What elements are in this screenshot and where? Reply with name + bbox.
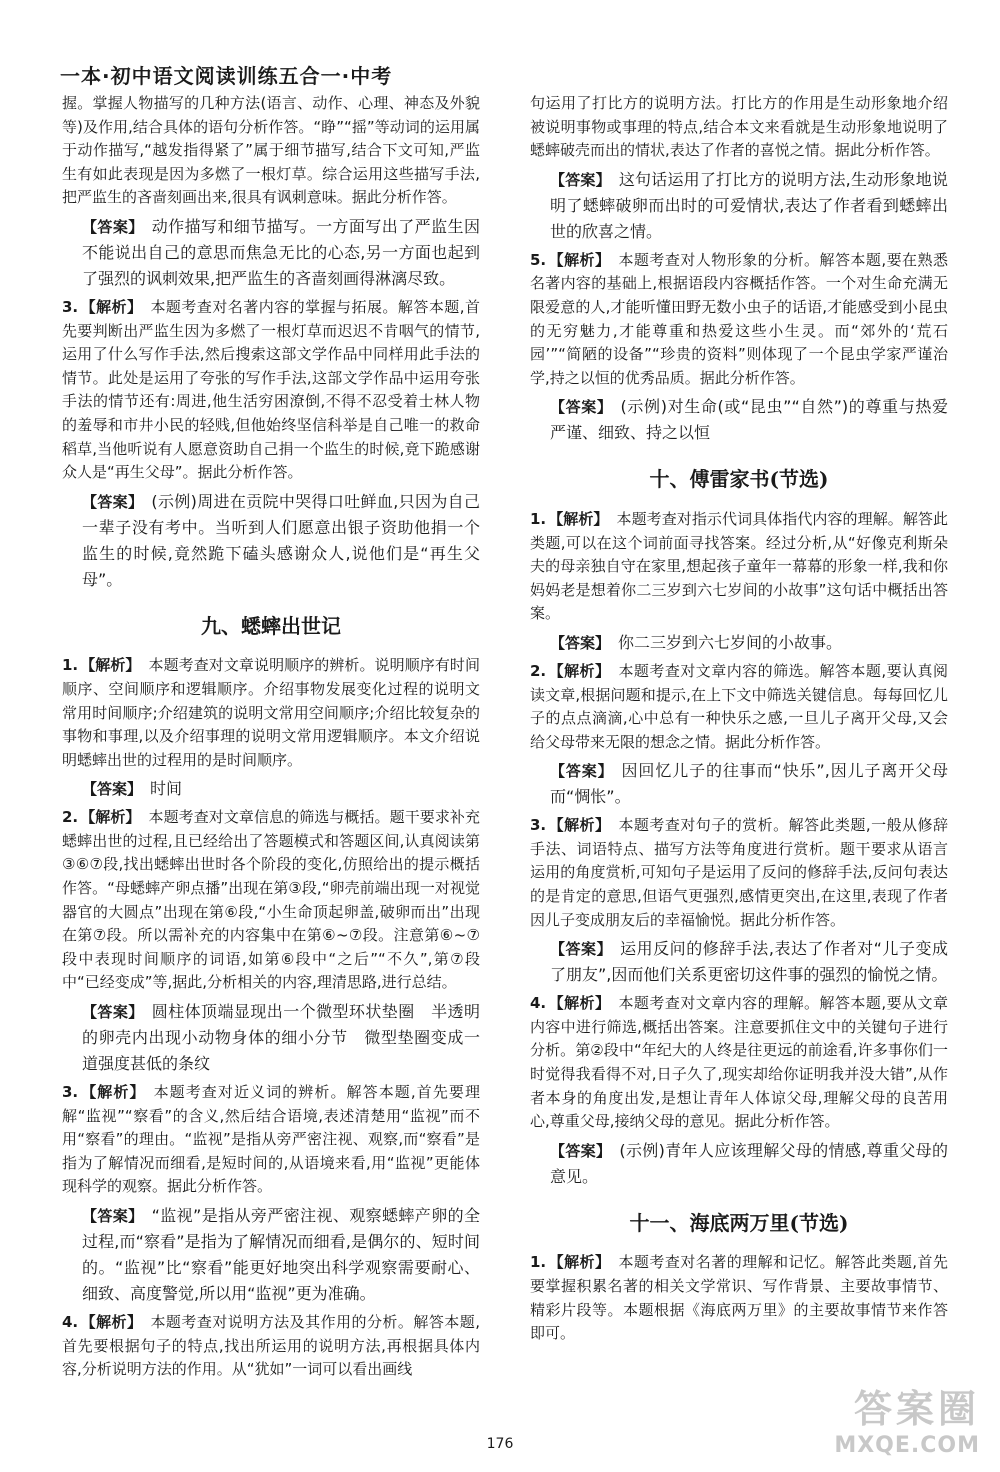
question-item-3: 3. 【解析】 本题考查对名著内容的掌握与拓展。解答本题,首先要判断出严监生因为多燃了一根灯草而迟迟不肯咽气的情节,运用了什么写作手法,然后搜索这部文学作品中同样用此手法的情节。此处是运用了夸张的写作手法,这部文学作品中运用夸张手法的情节还有:周进,他生活穷困潦倒,不得不忍受着士林人物的羞辱和市井小民的轻贱,但他始终坚信科举是自己唯一的救命稻草,当他听说有人愿意资助自己捐一个监生的时候,竟下跪感谢众人是“再生父母”。据此分析作答。 [62, 297, 480, 482]
watermark-text: 答案圈 [853, 1387, 980, 1431]
question-item-2: 2. 【解析】 本题考查对文章信息的筛选与概括。题干要求补充蟋蟀出世的过程,且已经给出了答题模式和答题区间,认真阅读第③⑥⑦段,找出蟋蟀出世时各个阶段的变化,仿照给出的提示概括作答。“母蟋蟀产卵点播”出现在第③段,“卵壳前端出现一对视觉器官的大圆点”出现在第⑥段,“小生命顶起卵盖,破卵而出”出现在第⑦段。所以需补充的内容集中在第⑥~⑦段。注意第⑥~⑦段中表现时间顺序的词语,如第⑥段中“之后”“不久”,第⑦段中“已经变成”等,据此,分析相关的内容,理清思路,进行总结。 [62, 808, 480, 992]
answer-block: 【答案】 (示例)周进在贡院中哭得口吐鲜血,只因为自己一辈子没有考中。当听到人们愿意出银子资助他捐一个监生的时候,竟然跪下磕头感谢众人,说他们是“再生父母”。 [82, 491, 480, 589]
page-header-title: 一本·初中语文阅读训练五合一·中考 [60, 64, 393, 88]
answer-block: 【答案】 因回忆儿子的往事而“快乐”,因儿子离开父母而“惆怅”。 [550, 761, 948, 807]
continued-analysis: 握。掌握人物描写的几种方法(语言、动作、心理、神态及外貌等)及作用,结合具体的语句分析作答。“睁”“摇”等动词的运用属于动作描写,“越发指得紧了”属于细节描写,结合下文可知,严监生有如此表现是因为多燃了一根灯草。综合运用这些描写手法,把严监生的吝啬刻画出来,很具有讽刺意味。据此分析作答。 [62, 94, 480, 207]
answer-block: 【答案】 圆柱体顶端显现出一个微型环状垫圈 半透明的卵壳内出现小动物身体的细小分节 微型垫圈变成一道强度甚低的条纹 [82, 1002, 480, 1074]
question-item-3: 3. 【解析】 本题考查对近义词的辨析。解答本题,首先要理解“监视”“察看”的含义,然后结合语境,表述清楚用“监视”而不用“察看”的理由。“监视”是指从旁严密注视、观察,而“察看”是指为了解情况而细看,是短时间的,从语境来看,用“监视”更能体现科学的观察。据此分析作答。 [62, 1083, 480, 1196]
question-item-1: 1. 【解析】 本题考查对名著的理解和记忆。解答此类题,首先要掌握积累名著的相关文学常识、写作背景、主要故事情节、精彩片段等。本题根据《海底两万里》的主要故事情节来作答即可。 [530, 1253, 948, 1343]
question-item-4: 4. 【解析】 本题考查对说明方法及其作用的分析。解答本题,首先要根据句子的特点,找出所运用的说明方法,再根据具体内容,分析说明方法的作用。从“犹如”一词可以看出画线 [62, 1313, 480, 1379]
page-number: 176 [486, 1436, 514, 1452]
left-column [62, 92, 480, 1384]
answer-block: 【答案】 (示例)青年人应该理解父母的情感,尊重父母的意见。 [550, 1140, 948, 1186]
question-item-3: 3. 【解析】 本题考查对句子的赏析。解答此类题,一般从修辞手法、词语特点、描写方法等角度进行赏析。题干要求从语言运用的角度赏析,可知句子是运用了反问的修辞手法,反问句表达的是肯定的意思,但语气更强烈,感情更突出,在这里,表现了作者因儿子变成朋友后的幸福愉悦。据此分析作答。 [530, 816, 948, 929]
question-item-5: 5. 【解析】 本题考查对人物形象的分析。解答本题,要在熟悉名著内容的基础上,根据语段内容概括作答。一个对生命充满无限爱意的人,才能听懂田野无数小虫子的话语,才能感受到小昆虫的无穷魅力,才能尊重和热爱这些小生灵。而“郊外的‘荒石园’”“简陋的设备”“珍贵的资料”则体现了一个昆虫学家严谨治学,持之以恒的优秀品质。据此分析作答。 [530, 250, 948, 387]
question-item-4: 4. 【解析】 本题考查对文章内容的理解。解答本题,要从文章内容中进行筛选,概括出答案。注意要抓住文中的关键句子进行分析。第②段中“年纪大的人终是往更远的前途看,许多事你们一时觉得我看得不对,日子久了,现实却给你证明我并没大错”,从作者本身的角度出发,是想让青年人体谅父母,理解父母的良苦用心,尊重父母,接纳父母的意见。据此分析作答。 [530, 994, 948, 1131]
answer-block: 【答案】 “监视”是指从旁严密注视、观察蟋蟀产卵的全过程,而“察看”是指为了解情况而细看,是偶尔的、短时间的。“监视”比“察看”能更好地突出科学观察需要耐心、细致、高度警觉,所以用“监视”更为准确。 [82, 1206, 480, 1303]
continued-analysis: 句运用了打比方的说明方法。打比方的作用是生动形象地介绍被说明事物或事理的特点,结合本文来看就是生动形象地说明了蟋蟀破壳而出的情状,表达了作者的喜悦之情。据此分析作答。 [530, 94, 948, 160]
answer-block: 【答案】 时间 [82, 779, 183, 799]
section-title-9: 九、蟋蟀出世记 [201, 613, 341, 638]
answer-block: 【答案】 你二三岁到六七岁间的小故事。 [550, 632, 843, 652]
question-item-1: 1. 【解析】 本题考查对文章说明顺序的辨析。说明顺序有时间顺序、空间顺序和逻辑顺序。介绍事物发展变化过程的说明文常用时间顺序;介绍建筑的说明文常用空间顺序;介绍比较复杂的事物和事理,以及介绍事理的说明文常用逻辑顺序。本文介绍说明蟋蟀出世的过程用的是时间顺序。 [62, 656, 480, 769]
answer-block: 【答案】 运用反问的修辞手法,表达了作者对“儿子变成了朋友”,因而他们关系更密切这件事的强烈的愉悦之情。 [550, 939, 948, 985]
answer-block: 【答案】 这句话运用了打比方的说明方法,生动形象地说明了蟋蟀破卵而出时的可爱情状,表达了作者看到蟋蟀出世的欣喜之情。 [550, 169, 948, 241]
question-item-1: 1. 【解析】 本题考查对指示代词具体指代内容的理解。解答此类题,可以在这个词前面寻找答案。经过分析,从“好像克利斯朵夫的母亲独自守在家里,想起孩子童年一幕幕的形象一样,我和你妈妈老是想着你二三岁到六七岁间的小故事”这句话中概括出答案。 [530, 509, 948, 623]
watermark-logo [790, 1378, 980, 1466]
right-column [530, 92, 964, 1348]
section-title-10: 十、傅雷家书(节选) [649, 467, 829, 492]
answer-block: 【答案】 动作描写和细节描写。一方面写出了严监生因不能说出自己的意思而焦急无比的心态,另一方面也起到了强烈的讽刺效果,把严监生的吝啬刻画得淋漓尽致。 [82, 216, 480, 288]
answer-block: 【答案】 (示例)对生命(或“昆虫”“自然”)的尊重与热爱 严谨、细致、持之以恒 [550, 397, 964, 443]
section-title-11: 十一、海底两万里(节选) [629, 1210, 849, 1235]
question-item-2: 2. 【解析】 本题考查对文章内容的筛选。解答本题,要认真阅读文章,根据问题和提示,在上下文中筛选关键信息。每每回忆儿子的点点滴滴,心中总有一种快乐之感,一旦儿子离开父母,又会给父母带来无限的想念之情。据此分析作答。 [530, 661, 948, 751]
watermark-url: MXQE.COM [834, 1433, 980, 1458]
